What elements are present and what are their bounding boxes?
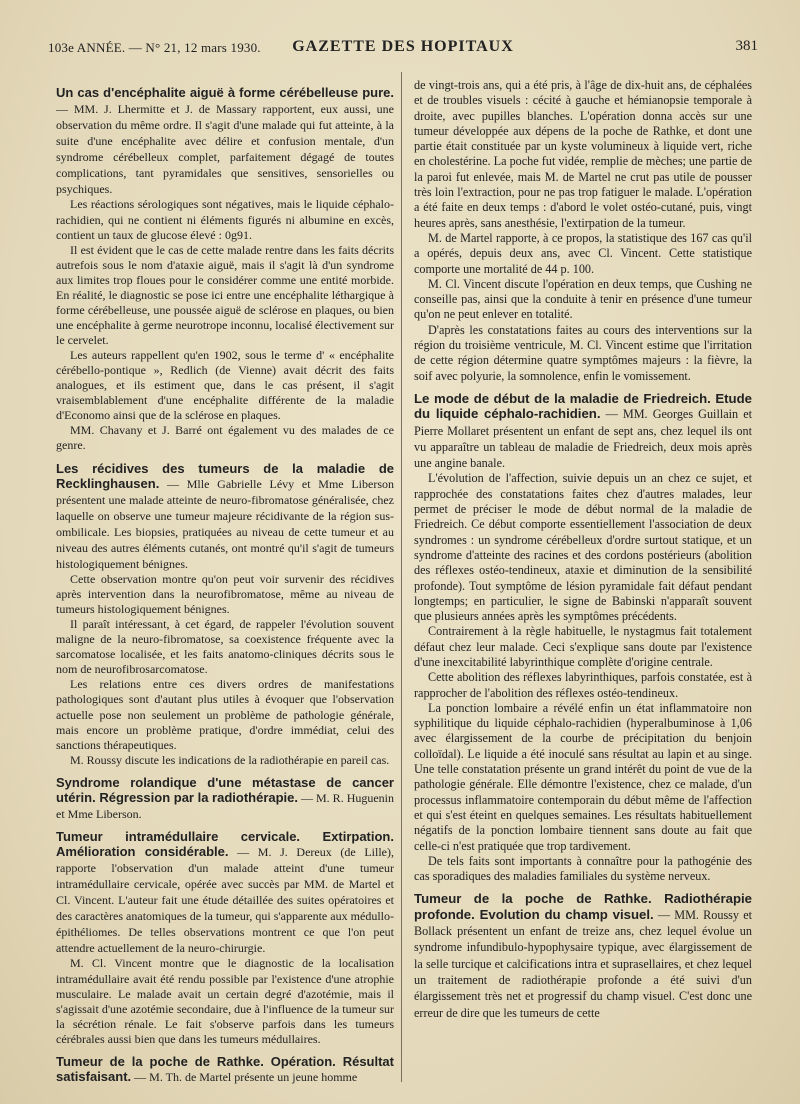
article-lead: — M. Th. de Martel présente un jeune homme <box>131 1069 358 1084</box>
article-title: Le mode de début de la maladie de Friedreich. Etude du liquide céphalo-rachidien. <box>414 390 752 422</box>
paragraph: Contrairement à la règle habituelle, le nystagmus fait totalement défaut chez leur malade. Ceci s'explique sans doute par l'existence d'une inexcitabilité labyrinthique complète d'origine centrale. <box>414 624 752 669</box>
article-title: Tumeur de la poche de Rathke. Radiothérapie profonde. Evolution du champ visuel. <box>414 891 752 922</box>
issue-line: 103e ANNÉE. — N° 21, 12 mars 1930. <box>48 40 261 55</box>
paragraph: M. Roussy discute les indications de la radiothérapie en pareil cas. <box>70 752 390 767</box>
continued-paragraph: de vingt-trois ans, qui a été pris, à l'âge de dix-huit ans, de céphalées et de troubles visuels : cécité à gauche et hémianopsie temporale à droite, avec pupilles blanches. L'opération donna accès sur une tumeur développée aux dépens de la poche de Rathke, et dont une partie était constituée par un kyste volumineux à liquide vert, riche en cholestérine. La poche fut vidée, remplie de mèches; une partie de la paroi fut enlevée, mais M. de Martel ne crut pas utile de pousser très loin l'extraction, pour ne pas trop fatiguer le malade. L'opération a été faite en deux temps : d'abord le volet ostéo-cutané, puis, vingt heures après, sans anesthésie, l'extirpation de la tumeur. <box>414 78 752 230</box>
paragraph: Les relations entre ces divers ordres de manifestations pathologiques sont d'autant plus utiles à évoquer que l'observation actuelle pose non seulement un problème de pathologie générale, mais encore un problème pratique, d'ordre immédiat, celui des sanctions thérapeutiques. <box>56 677 394 752</box>
paragraph: M. de Martel rapporte, à ce propos, la statistique des 167 cas qu'il a opérés, depuis deux ans, avec Cl. Vincent. Cette statistique comporte une mortalité de 44 p. 100. <box>414 230 752 276</box>
article-title: Syndrome rolandique d'une métastase de cancer utérin. Régression par la radiothérapie. <box>56 774 394 805</box>
page-number: 381 <box>735 38 758 54</box>
paragraph: Cette abolition des réflexes labyrinthiques, parfois constatée, est à rapprocher de l'abolition des réflexes ostéo-tendineux. <box>414 670 752 700</box>
article-heading <box>56 829 394 957</box>
paragraph: D'après les constatations faites au cours des interventions sur la région du troisième ventricule, M. Cl. Vincent estime que l'irritation de cette région détermine quatre symptômes majeurs : la fièvre, la soif avec polyurie, la somnolence, enfin le vomissement. <box>414 322 752 383</box>
article-heading <box>414 891 752 1020</box>
article-title: Tumeur de la poche de Rathke. Opération. Résultat satisfaisant. <box>56 1053 394 1084</box>
article-lead: — Mlle Gabrielle Lévy et Mme Liberson présentent une malade atteinte de neuro-fibromatose généralisée, chez laquelle on observe une tumeur majeure récidivante de la région sus-ombilicale. Les biopsies, pratiquées au niveau de cette tumeur et au niveau des autres éléments cutanés, ont montré qu'il s'agit de tumeurs histologiquement bénignes. <box>56 476 394 571</box>
paragraph: Il est évident que le cas de cette malade rentre dans les faits décrits autrefois sous le nom d'ataxie aiguë, mais il s'agit là d'un syndrome aux limites trop floues pour le considérer comme une entité morbide. En réalité, le diagnostic se pose ici entre une encéphalite léthargique à forme cérébelleuse, une poussée aiguë de sclérose en plaques, ou bien une encéphalite à germe neurotrope inconnu, localisé électivement sur le cervelet. <box>56 242 394 347</box>
article-heading <box>56 85 394 197</box>
paragraph: De tels faits sont importants à connaître pour la pathogénie des cas sporadiques des maladies familiales du système nerveux. <box>414 853 752 884</box>
paragraph: Cette observation montre qu'on peut voir survenir des récidives après intervention dans la neurofibromatose, même au niveau de tumeurs histologiquement bénignes. <box>56 571 394 617</box>
paragraph: MM. Chavany et J. Barré ont également vu des malades de ce genre. <box>56 423 394 453</box>
paragraph: L'évolution de l'affection, suivie depuis un an chez ce sujet, et rapprochée des constatations faites chez d'autres malades, leur permet de préciser le mode de début normal de la maladie de Friedreich. Ce début comporte essentiellement l'association de deux syndromes : un syndrome cérébelleux d'ordre surtout statique, et un syndrome d'atteinte des racines et des cordons postérieurs (abolition des réflexes ostéo-tendineux, ataxie et diminution de la sensibilité profonde). Tout symptôme de lésion pyramidale fait défaut pendant longtemps; en particulier, le signe de Babinski n'apparaît souvent que plusieurs années après les symptômes précédents. <box>414 471 752 624</box>
paragraph: M. Cl. Vincent montre que le diagnostic de la localisation intramédullaire avait été rendu possible par l'existence d'une atrophie musculaire. Le malade avait un certain degré d'azotémie, mais il s'agissait d'une azotémie secondaire, due à l'influence de la tumeur sur la sécrétion rénale. Le fait s'observe parfois dans les tumeurs cérébrales aussi bien que dans les tumeurs médullaires. <box>56 956 394 1046</box>
article-lead: — MM. Roussy et Bollack présentent un enfant de treize ans, chez lequel évolue un syndrome infundibulo-hypophysaire typique, avec élargissement de la selle turcique et calcifications intra et suprasellaires, et chez lequel un traitement de radiothérapie profonde a été suivi d'un élargissement très net et progressif du champ visuel. C'est donc une erreur de dire que les tumeurs de cette <box>414 907 752 1020</box>
article-title: Un cas d'encéphalite aiguë à forme cérébelleuse pure. <box>56 85 394 100</box>
article-heading <box>414 391 752 471</box>
page-header <box>48 36 758 60</box>
article-lead: — M. R. Huguenin et Mme Liberson. <box>56 790 395 821</box>
right-column <box>414 78 752 1021</box>
article-lead: — MM. Georges Guillain et Pierre Mollaret présentent un enfant de sept ans, chez lequel ils ont vu apparaître un tableau de maladie de Friedreich, deux mois après une angine banale. <box>414 407 752 471</box>
journal-title: GAZETTE DES HOPITAUX <box>292 38 514 55</box>
article-lead: — MM. J. Lhermitte et J. de Massary rapportent, eux aussi, une observation du même ordre. Il s'agit d'une malade qui fut atteinte, à la suite d'une encéphalite avec délire et confusion mentale, d'un syndrome cérébelleux complet, parfaitement dégagé de toutes complications, tant pyramidales que sensitives, sensorielles ou psychiques. <box>56 102 394 197</box>
article-title: Les récidives des tumeurs de la maladie de Recklinghausen. <box>56 460 394 491</box>
article-heading <box>56 461 394 572</box>
paragraph: Les auteurs rappellent qu'en 1902, sous le terme d' « encéphalite cérébello-pontique », Redlich (de Vienne) avait décrit des faits analogues, et ils estiment que, dans le cas présent, il s'agit vraisemblablement d'une encéphalite différente de la maladie d'Economo ainsi que de la sclérose en plaques. <box>56 348 394 423</box>
article-heading <box>56 1054 394 1085</box>
article-lead: — M. J. Dereux (de Lille), rapporte l'observation d'un malade atteint d'une tumeur intramédullaire cervicale, opérée avec succès par MM. de Martel et Cl. Vincent. L'auteur fait une étude détaillée des suites opératoires et des caractères anatomiques de la tumeur, qui s'apparente aux médullo-épithéliomes. De telles observations montrent ce que l'on peut attendre actuellement de la neuro-chirurgie. <box>56 845 394 956</box>
column-rule <box>401 72 402 1082</box>
paragraph: Les réactions sérologiques sont négatives, mais le liquide céphalo-rachidien, qui ne contient ni éléments figurés ni albumine en excès, contient un taux de glucose élevé : 0g91. <box>56 197 394 242</box>
paragraph: Il paraît intéressant, à cet égard, de rappeler l'évolution souvent maligne de la neuro-fibromatose, sa coexistence fréquente avec la sarcomatose localisée, et les faits anatomo-cliniques décrits sous le nom de neurofibrosarcomatose. <box>56 617 394 677</box>
left-column <box>56 78 394 1085</box>
article-heading <box>56 775 394 822</box>
paragraph: La ponction lombaire a révélé enfin un état inflammatoire non syphilitique du liquide céphalo-rachidien (hyperalbuminose à 1,06 avec élargissement de la courbe de précipitation du benjoin colloïdal). Le liquide a été inoculé sans résultat au lapin et au singe. Une telle constatation présente un grand intérêt du point de vue de la pathologie générale. Elle démontre l'existence, chez ce malade, d'un processus inflammatoire contemporain du début même de l'affection et qui s'est éteint en quelques semaines. Les résultats habituellement négatifs de la ponction lombaire tiennent sans doute au fait que celle-ci n'est pratiquée que trop tardivement. <box>414 700 752 853</box>
paragraph: M. Cl. Vincent discute l'opération en deux temps, que Cushing ne conseille pas, ainsi que la conduite à tenir en présence d'une tumeur qu'on ne peut enlever en totalité. <box>414 276 752 322</box>
article-title: Tumeur intramédullaire cervicale. Extirpation. Amélioration considérable. <box>56 828 394 859</box>
